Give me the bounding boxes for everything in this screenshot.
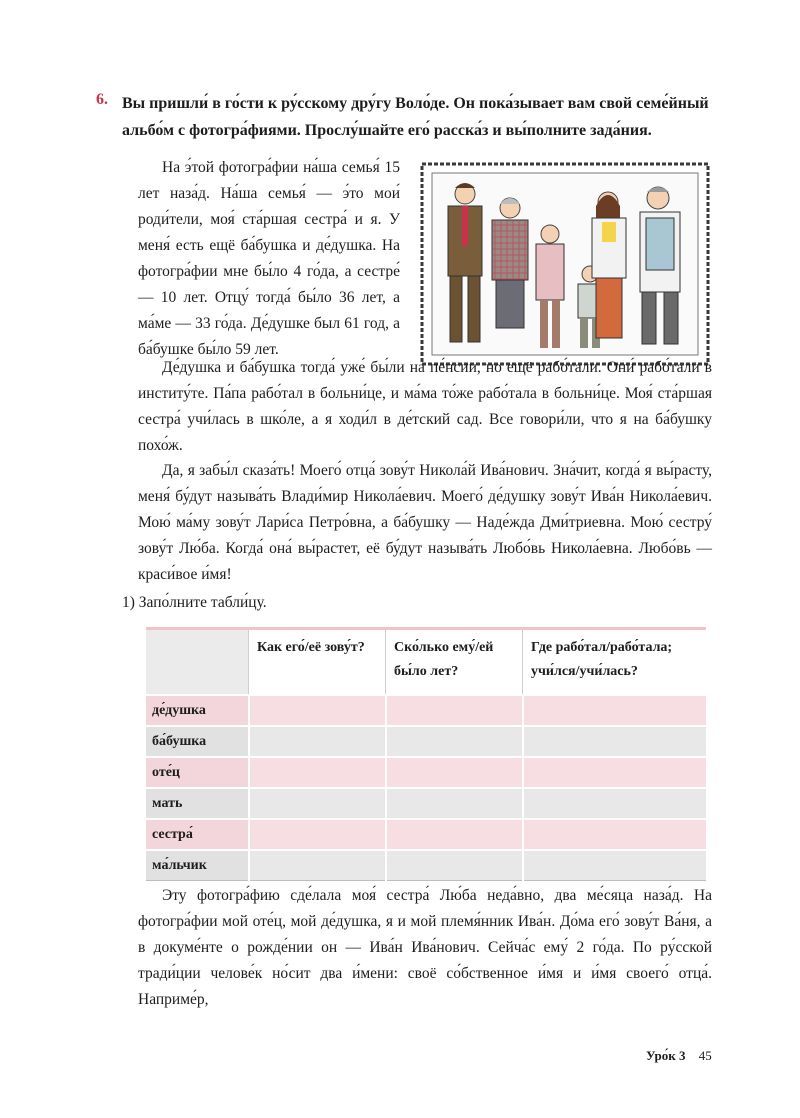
answer-cell[interactable] xyxy=(249,819,386,850)
answer-cell[interactable] xyxy=(523,819,707,850)
table-row xyxy=(146,819,706,850)
answer-cell[interactable] xyxy=(523,695,707,726)
answer-cell[interactable] xyxy=(249,850,386,881)
table-row xyxy=(146,850,706,881)
fill-in-table xyxy=(146,627,706,881)
page-number: 45 xyxy=(698,1048,712,1063)
exercise-heading: Вы пришли́ в го́сти к ру́сскому дру́гу Воло́де. Он пока́зывает вам свой семе́йный альбо́м с фотогра́фиями. Прослу́шайте его́ расска́з и вы́полните зада́ния. xyxy=(122,95,709,139)
exercise-number: 6. xyxy=(96,91,108,108)
family-photo-illustration xyxy=(420,162,710,366)
table-header-age: Ско́лько ему́/ей бы́ло лет? xyxy=(386,629,523,696)
row-label: сестра́ xyxy=(146,819,249,850)
table-header-row xyxy=(146,629,706,696)
table-row xyxy=(146,726,706,757)
page-footer xyxy=(646,1048,712,1064)
answer-cell[interactable] xyxy=(249,695,386,726)
table-header-name: Как его́/её зову́т? xyxy=(249,629,386,696)
table-row xyxy=(146,695,706,726)
row-label: де́душка xyxy=(146,695,249,726)
answer-cell[interactable] xyxy=(523,850,707,881)
row-label: ба́бушка xyxy=(146,726,249,757)
lesson-label: Уро́к 3 xyxy=(646,1048,686,1063)
answer-cell[interactable] xyxy=(386,726,523,757)
answer-cell[interactable] xyxy=(386,788,523,819)
answer-cell[interactable] xyxy=(523,726,707,757)
row-label: ма́льчик xyxy=(146,850,249,881)
answer-cell[interactable] xyxy=(386,819,523,850)
row-label: оте́ц xyxy=(146,757,249,788)
answer-cell[interactable] xyxy=(249,788,386,819)
answer-cell[interactable] xyxy=(386,695,523,726)
table-row xyxy=(146,788,706,819)
paragraph-3: Да, я забы́л сказа́ть! Моего́ отца́ зову́т Никола́й Ива́нович. Зна́чит, когда́ я вы́расту, меня́ бу́дут называ́ть Влади́мир Никола́евич. Моего́ де́душку зову́т Ива́н Никола́евич. Мою́ ма́му зову́т Лари́са Петро́вна, а ба́бушку — Наде́жда Дми́триевна. Мою́ сестру́ зову́т Лю́ба. Когда́ она́ вы́растет, её бу́дут называ́ть Любо́вь Никола́евна. Любо́вь — краси́вое и́мя! xyxy=(138,462,712,583)
answer-cell[interactable] xyxy=(386,757,523,788)
answer-cell[interactable] xyxy=(249,757,386,788)
row-label: мать xyxy=(146,788,249,819)
paragraph-1: На э́той фотогра́фии на́ша семья́ 15 лет наза́д. На́ша семья́ — э́то мои́ роди́тели, моя́ ста́ршая сестра́ и я. У меня́ есть ещё ба́бушка и де́душка. На фотогра́фии мне бы́ло 4 го́да, а сестре́ — 10 лет. Отцу́ тогда́ бы́ло 36 лет, а ма́ме — 33 го́да. Де́душке был 61 год, а ба́бушке бы́ло 59 лет. xyxy=(138,159,400,358)
table-row xyxy=(146,757,706,788)
answer-cell[interactable] xyxy=(249,726,386,757)
paragraph-2: Де́душка и ба́бушка тогда́ уже́ бы́ли на пе́нсии, но ещё рабо́тали. Они́ рабо́тали в институ́те. Па́па рабо́тал в больни́це, и ма́ма то́же рабо́тала в больни́це. Моя́ ста́ршая сестра́ учи́лась в шко́ле, а я ходи́л в де́тский сад. Все говори́ли, что я на ба́бушку похо́ж. xyxy=(138,359,712,454)
table-header-corner xyxy=(146,629,249,696)
task-label: 1) Запо́лните табли́цу. xyxy=(122,594,267,611)
table-header-work: Где рабо́тал/рабо́тала; учи́лся/учи́лась? xyxy=(523,629,707,696)
answer-cell[interactable] xyxy=(523,757,707,788)
answer-cell[interactable] xyxy=(523,788,707,819)
answer-cell[interactable] xyxy=(386,850,523,881)
paragraph-4: Эту фотогра́фию сде́лала моя́ сестра́ Лю́ба неда́вно, два ме́сяца наза́д. На фотогра́фии мой оте́ц, мой де́душка, я и мой племя́нник Ива́н. До́ма его́ зову́т Ва́ня, а в докуме́нте о рожде́нии он — Ива́н Ива́нович. Сейча́с ему́ 2 го́да. По ру́сской тради́ции челове́к но́сит два и́мени: своё со́бственное и́мя и и́мя своего́ отца́. Наприме́р, xyxy=(138,887,712,1008)
